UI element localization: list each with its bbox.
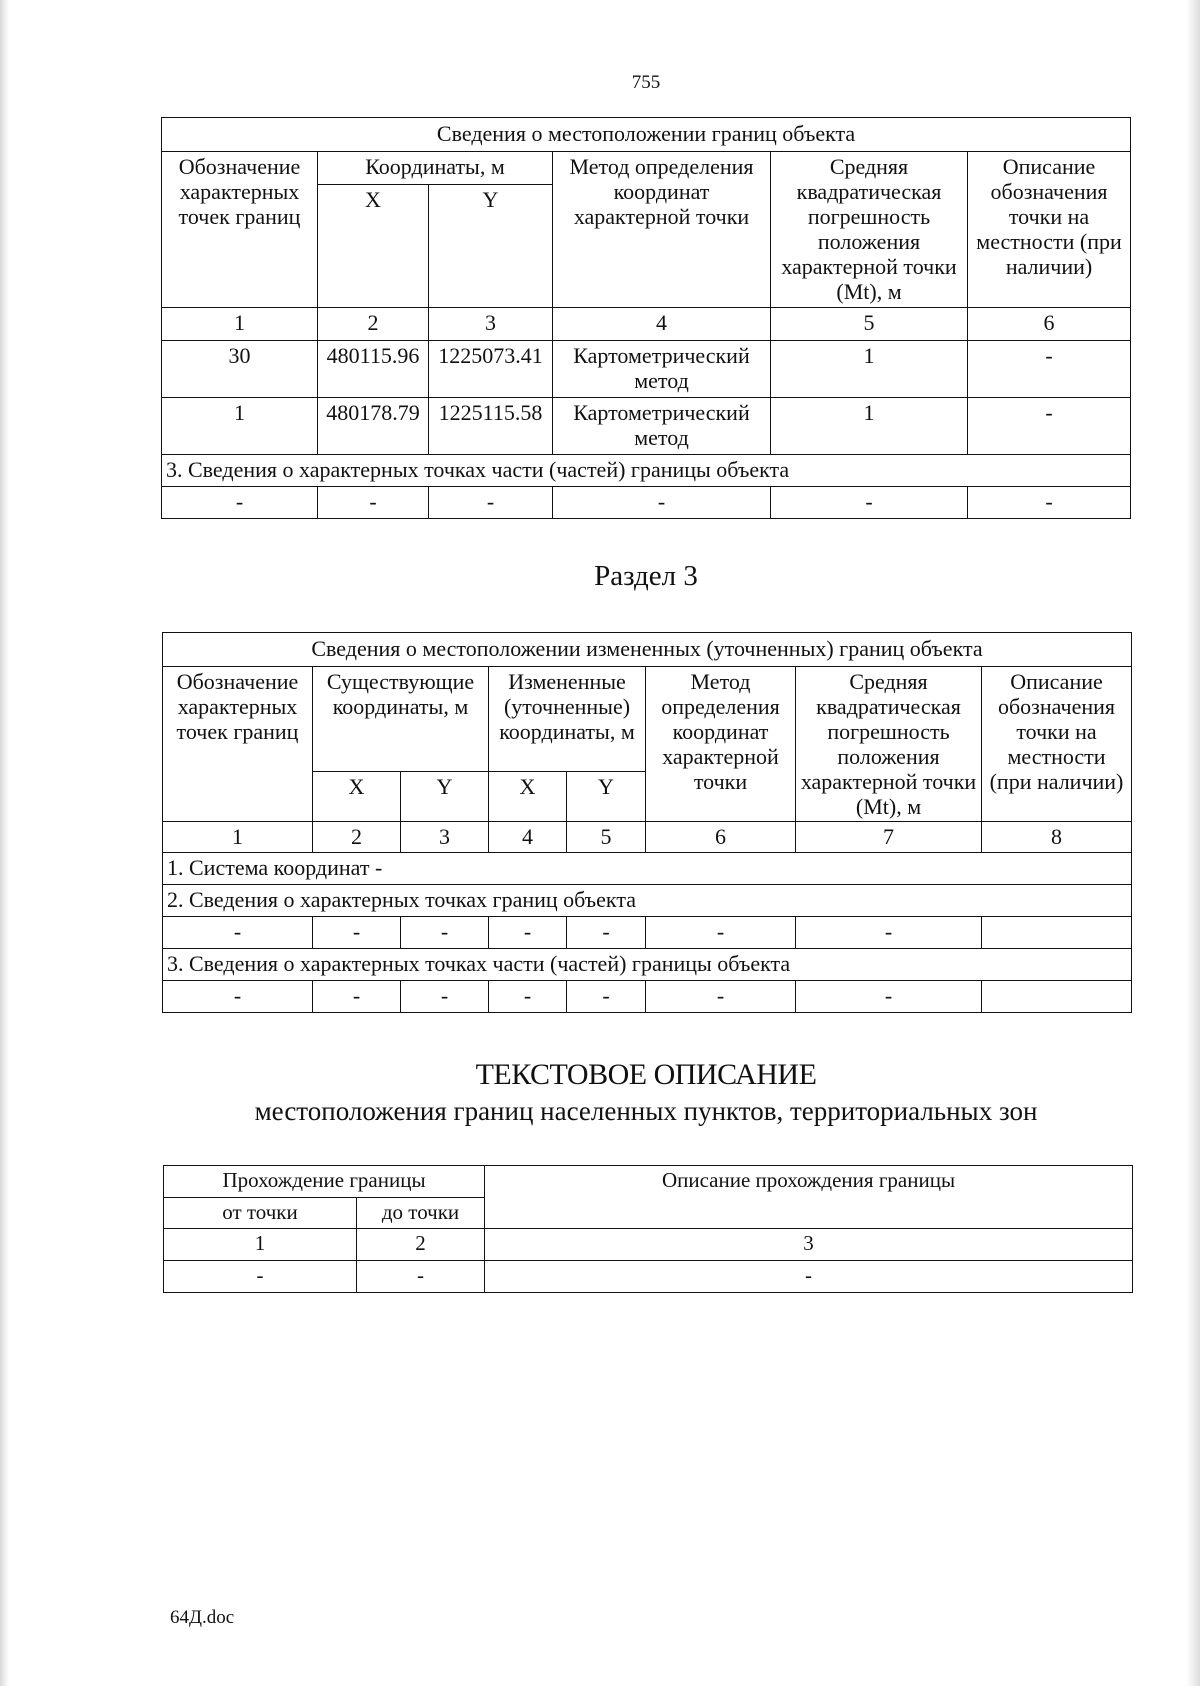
cell: - [796, 917, 982, 949]
point-number: 30 [162, 341, 318, 398]
page-number: 755 [631, 72, 661, 93]
header-error: Средняя квадратическая погрешность положения характерной точки (Mt), м [771, 152, 968, 308]
column-number: 3 [401, 822, 489, 853]
coordinate-y: 1225115.58 [429, 398, 553, 455]
header-method: Метод определения координат характерной точки [646, 667, 796, 822]
coordinate-x: 480115.96 [318, 341, 429, 398]
cell: - [968, 487, 1131, 519]
header-from-point: от точки [164, 1198, 357, 1229]
column-number: 5 [567, 822, 646, 853]
column-number: 2 [318, 308, 429, 341]
description: - [968, 398, 1131, 455]
coordinate-x: 480178.79 [318, 398, 429, 455]
header-existing-coordinates: Существующие координаты, м [313, 667, 489, 772]
header-x: X [489, 772, 567, 822]
section-title: Раздел 3 [594, 560, 698, 592]
parts-heading: 3. Сведения о характерных точках части (частей) границы объекта [163, 949, 1132, 981]
cell [982, 917, 1132, 949]
cell: - [567, 917, 646, 949]
cell: - [553, 487, 771, 519]
column-number: 6 [646, 822, 796, 853]
header-error: Средняя квадратическая погрешность положения характерной точки (Mt), м [796, 667, 982, 822]
header-to-point: до точки [357, 1198, 485, 1229]
cell: - [164, 1261, 357, 1293]
column-number: 6 [968, 308, 1131, 341]
header-designation: Обозначение характерных точек границ [162, 152, 318, 308]
boundary-location-table [161, 117, 1131, 519]
header-passage-description: Описание прохождения границы [485, 1166, 1133, 1229]
cell: - [357, 1261, 485, 1293]
table-row [162, 341, 1131, 398]
description: - [968, 341, 1131, 398]
table-row [164, 1261, 1133, 1293]
column-number: 1 [163, 822, 313, 853]
cell: - [163, 917, 313, 949]
method: Картометрический метод [553, 341, 771, 398]
cell: - [485, 1261, 1133, 1293]
cell: - [429, 487, 553, 519]
parts-heading: 3. Сведения о характерных точках части (частей) границы объекта [162, 455, 1131, 487]
header-y: Y [567, 772, 646, 822]
header-x: X [318, 185, 429, 308]
cell: - [489, 917, 567, 949]
boundary-passage-table [163, 1165, 1133, 1293]
header-changed-coordinates: Измененные (уточненные) координаты, м [489, 667, 646, 772]
column-number: 1 [162, 308, 318, 341]
column-number: 4 [489, 822, 567, 853]
cell: - [318, 487, 429, 519]
column-number: 2 [357, 1229, 485, 1261]
column-number: 2 [313, 822, 401, 853]
scan-edge-left [0, 0, 10, 1686]
changed-boundary-table [162, 632, 1132, 1013]
header-coordinates: Координаты, м [318, 152, 553, 185]
table-row [163, 917, 1132, 949]
text-description-heading: ТЕКСТОВОЕ ОПИСАНИЕ [475, 1058, 817, 1091]
scan-edge-right [1186, 0, 1200, 1686]
header-passage: Прохождение границы [164, 1166, 485, 1198]
cell: - [646, 917, 796, 949]
column-number: 4 [553, 308, 771, 341]
header-description: Описание обозначения точки на местности (при наличии) [968, 152, 1131, 308]
cell: - [162, 487, 318, 519]
header-designation: Обозначение характерных точек границ [163, 667, 313, 822]
column-number: 8 [982, 822, 1132, 853]
footer-filename: 64Д.doc [170, 1607, 235, 1628]
error: 1 [771, 341, 968, 398]
table-row [162, 398, 1131, 455]
cell: - [401, 917, 489, 949]
cell: - [313, 917, 401, 949]
cell: - [489, 981, 567, 1013]
header-method: Метод определения координат характерной точки [553, 152, 771, 308]
cell: - [567, 981, 646, 1013]
cell [982, 981, 1132, 1013]
cell: - [163, 981, 313, 1013]
table-title: Сведения о местоположении измененных (уточненных) границ объекта [163, 633, 1132, 667]
column-number: 5 [771, 308, 968, 341]
column-number: 3 [485, 1229, 1133, 1261]
header-y: Y [401, 772, 489, 822]
header-y: Y [429, 185, 553, 308]
coordinate-y: 1225073.41 [429, 341, 553, 398]
column-number: 7 [796, 822, 982, 853]
point-number: 1 [162, 398, 318, 455]
cell: - [646, 981, 796, 1013]
cell: - [796, 981, 982, 1013]
cell: - [771, 487, 968, 519]
text-description-subheading: местоположения границ населенных пунктов, территориальных зон [254, 1096, 1038, 1126]
column-number: 3 [429, 308, 553, 341]
header-x: X [313, 772, 401, 822]
error: 1 [771, 398, 968, 455]
cell: - [401, 981, 489, 1013]
method: Картометрический метод [553, 398, 771, 455]
points-heading: 2. Сведения о характерных точках границ объекта [163, 885, 1132, 917]
table-row [163, 981, 1132, 1013]
table-title: Сведения о местоположении границ объекта [162, 118, 1131, 152]
column-number: 1 [164, 1229, 357, 1261]
table-row [162, 487, 1131, 519]
cell: - [313, 981, 401, 1013]
coordinate-system-row: 1. Система координат - [163, 853, 1132, 885]
header-description: Описание обозначения точки на местности (при наличии) [982, 667, 1132, 822]
